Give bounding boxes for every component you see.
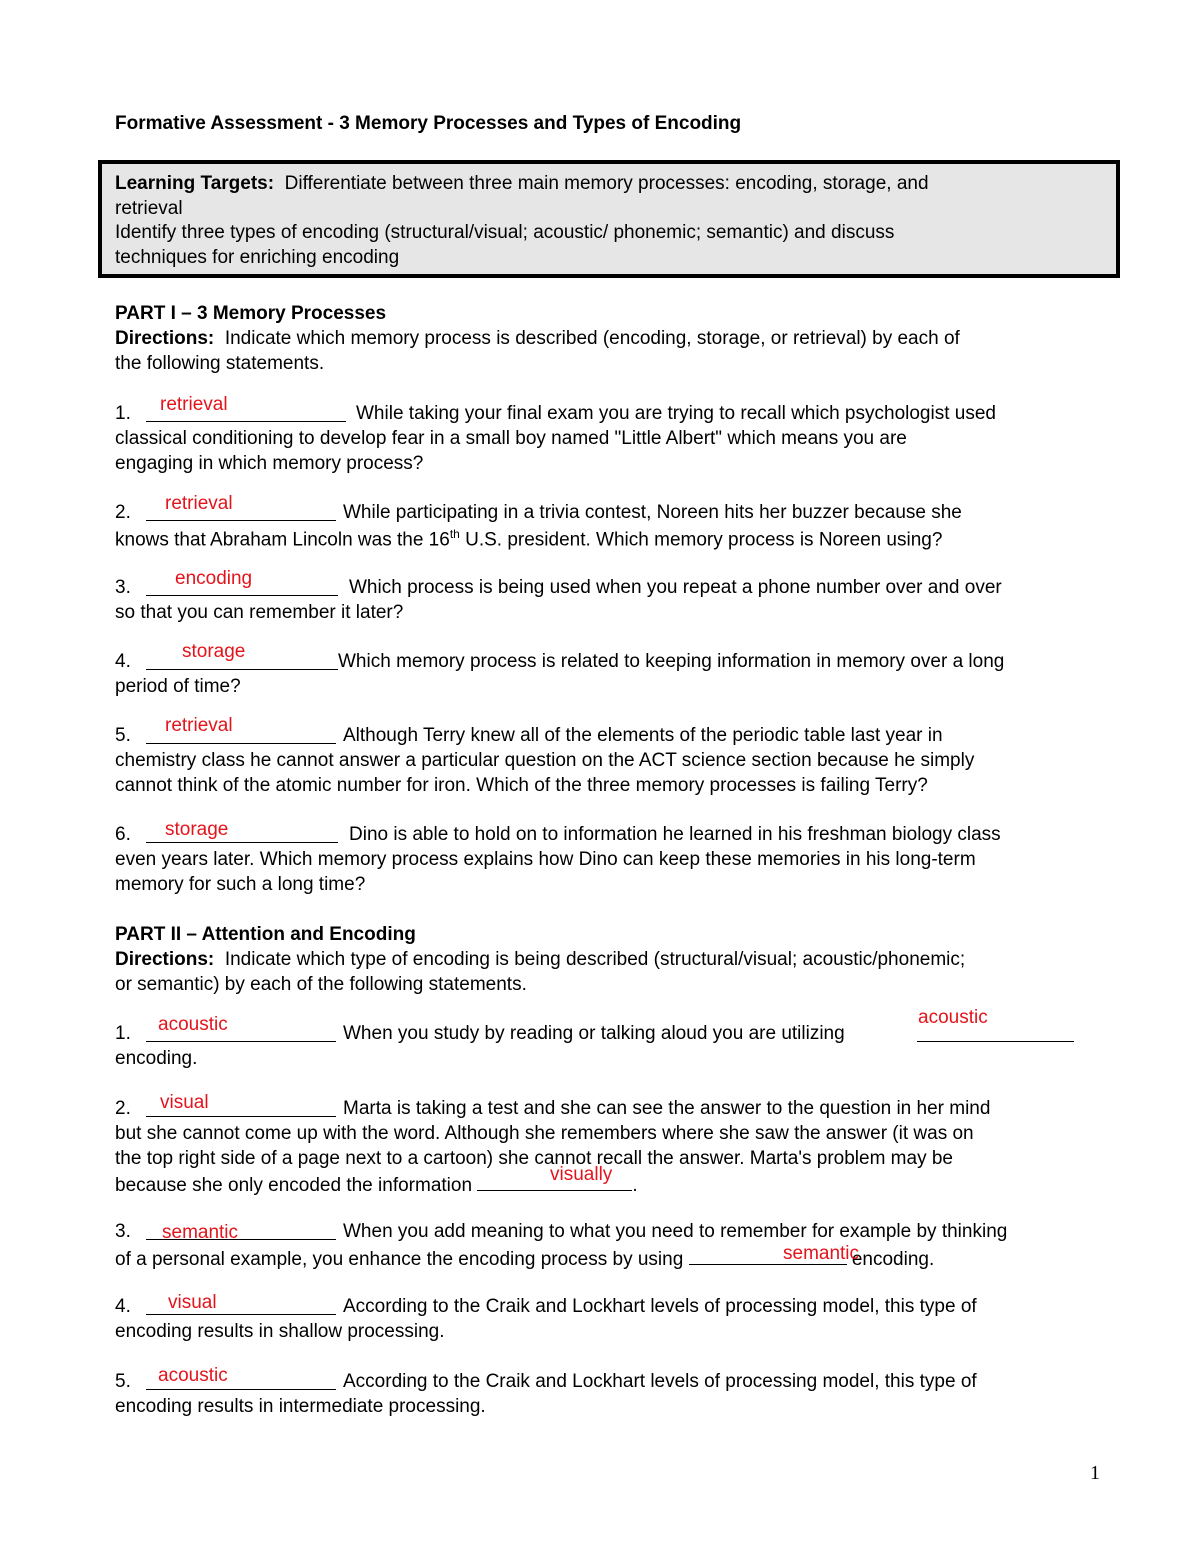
part1-directions-line1 [115, 328, 960, 350]
page-title: Formative Assessment - 3 Memory Processes and Types of Encoding [115, 113, 742, 134]
part1-heading: PART I – 3 Memory Processes [115, 303, 387, 324]
p1-item4-number: 4. [115, 651, 131, 672]
part1-directions-label: Directions: [115, 328, 215, 349]
p1-item5-line1: Although Terry knew all of the elements of the periodic table last year in [343, 725, 943, 746]
page-number: 1 [1090, 1462, 1100, 1484]
p1-item2-number: 2. [115, 502, 131, 523]
p2-item1-line2: encoding. [115, 1048, 198, 1069]
p2-item3-answer: semantic [162, 1222, 239, 1243]
p2-item4-answer: visual [168, 1292, 217, 1313]
p2-item2-answer2: visually [550, 1164, 613, 1185]
p2-item2-line4-end: . [632, 1175, 638, 1196]
p1-item2-line2b: U.S. president. Which memory process is Noreen using? [459, 529, 943, 551]
p1-item5-number: 5. [115, 725, 131, 746]
p1-item2-answer: retrieval [165, 493, 233, 514]
p2-item3-line1: When you add meaning to what you need to remember for example by thinking [343, 1221, 1008, 1242]
targets-line1: Differentiate between three main memory processes: encoding, storage, and [284, 173, 929, 194]
p1-item5-answer: retrieval [165, 715, 233, 736]
p1-item5-line3: cannot think of the atomic number for iron. Which of the three memory processes is failing Terry? [115, 775, 928, 796]
p2-item2-answer: visual [160, 1092, 209, 1113]
p2-item2-line4-text: because she only encoded the information [115, 1175, 473, 1196]
p1-item2-line2 [115, 527, 942, 551]
targets-line4: techniques for enriching encoding [115, 246, 400, 268]
p1-item6-line2: even years later. Which memory process explains how Dino can keep these memories in his long-term [115, 849, 976, 870]
p2-item5-answer: acoustic [158, 1365, 228, 1386]
p1-item4-answer: storage [182, 641, 246, 662]
p2-item5-number: 5. [115, 1371, 131, 1392]
p2-item3-number: 3. [115, 1221, 131, 1242]
p1-item3-answer: encoding [175, 568, 253, 589]
p1-item1-line3: engaging in which memory process? [115, 453, 424, 474]
p1-item1-line2: classical conditioning to develop fear in a small boy named "Little Albert" which means you are [115, 428, 907, 449]
part2-heading: PART II – Attention and Encoding [115, 924, 416, 945]
p2-item3-answer2: semantic [783, 1243, 860, 1264]
p1-item6-answer: storage [165, 819, 229, 840]
p2-item3-line2-end: encoding. [851, 1249, 935, 1270]
p2-item1-line1: When you study by reading or talking aloud you are utilizing [343, 1023, 845, 1044]
p1-item1-answer: retrieval [160, 394, 228, 415]
p1-item2-sup: th [449, 527, 460, 541]
p2-item2-number: 2. [115, 1098, 131, 1119]
targets-label: Learning Targets: [115, 173, 275, 194]
targets-line2: retrieval [115, 197, 183, 219]
p2-item4-number: 4. [115, 1296, 131, 1317]
part2-directions-label: Directions: [115, 949, 215, 970]
p2-item2-line2: but she cannot come up with the word. Although she remembers where she saw the answer (it was on [115, 1123, 974, 1144]
p2-item3-line2-text: of a personal example, you enhance the encoding process by using [115, 1249, 684, 1270]
p1-item3-line1: Which process is being used when you repeat a phone number over and over [349, 577, 1002, 598]
p1-item1-number: 1. [115, 403, 131, 424]
p1-item3-number: 3. [115, 577, 131, 598]
part2-directions-line2: or semantic) by each of the following statements. [115, 974, 527, 995]
p2-item4-line2: encoding results in shallow processing. [115, 1321, 445, 1342]
p1-item3-line2: so that you can remember it later? [115, 602, 404, 623]
p1-item5-line2: chemistry class he cannot answer a particular question on the ACT science section because he simply [115, 750, 975, 771]
p2-item1-answer: acoustic [158, 1014, 228, 1035]
p2-item1-answer2: acoustic [918, 1007, 988, 1028]
p1-item4-line2: period of time? [115, 676, 241, 697]
part1-directions-line2: the following statements. [115, 353, 325, 374]
p2-item5-line1: According to the Craik and Lockhart levels of processing model, this type of [343, 1371, 977, 1392]
p1-item2-line2a: knows that Abraham Lincoln was the 16 [115, 529, 450, 551]
p2-item2-line1: Marta is taking a test and she can see the answer to the question in her mind [343, 1098, 991, 1119]
p1-item1-line1: While taking your final exam you are trying to recall which psychologist used [356, 403, 996, 424]
p2-item4-line1: According to the Craik and Lockhart levels of processing model, this type of [343, 1296, 977, 1317]
p2-item1-number: 1. [115, 1023, 131, 1044]
p1-item2-line1: While participating in a trivia contest, Noreen hits her buzzer because she [343, 502, 962, 523]
part2-directions-line1 [115, 949, 965, 971]
targets-line3: Identify three types of encoding (structural/visual; acoustic/ phonemic; semantic) and discuss [115, 222, 895, 243]
p2-item2-line3: the top right side of a page next to a cartoon) she cannot recall the answer. Marta's problem may be [115, 1148, 953, 1169]
part1-directions-text: Indicate which memory process is described (encoding, storage, or retrieval) by each of [224, 328, 960, 349]
part2-directions-text: Indicate which type of encoding is being described (structural/visual; acoustic/phonemic; [224, 949, 966, 970]
p1-item6-line3: memory for such a long time? [115, 874, 366, 895]
p1-item4-line1: Which memory process is related to keeping information in memory over a long [338, 651, 1005, 672]
p2-item5-line2: encoding results in intermediate processing. [115, 1396, 486, 1417]
p1-item6-number: 6. [115, 824, 131, 845]
p1-item6-line1: Dino is able to hold on to information he learned in his freshman biology class [349, 824, 1001, 845]
learning-targets-text [115, 172, 1100, 270]
